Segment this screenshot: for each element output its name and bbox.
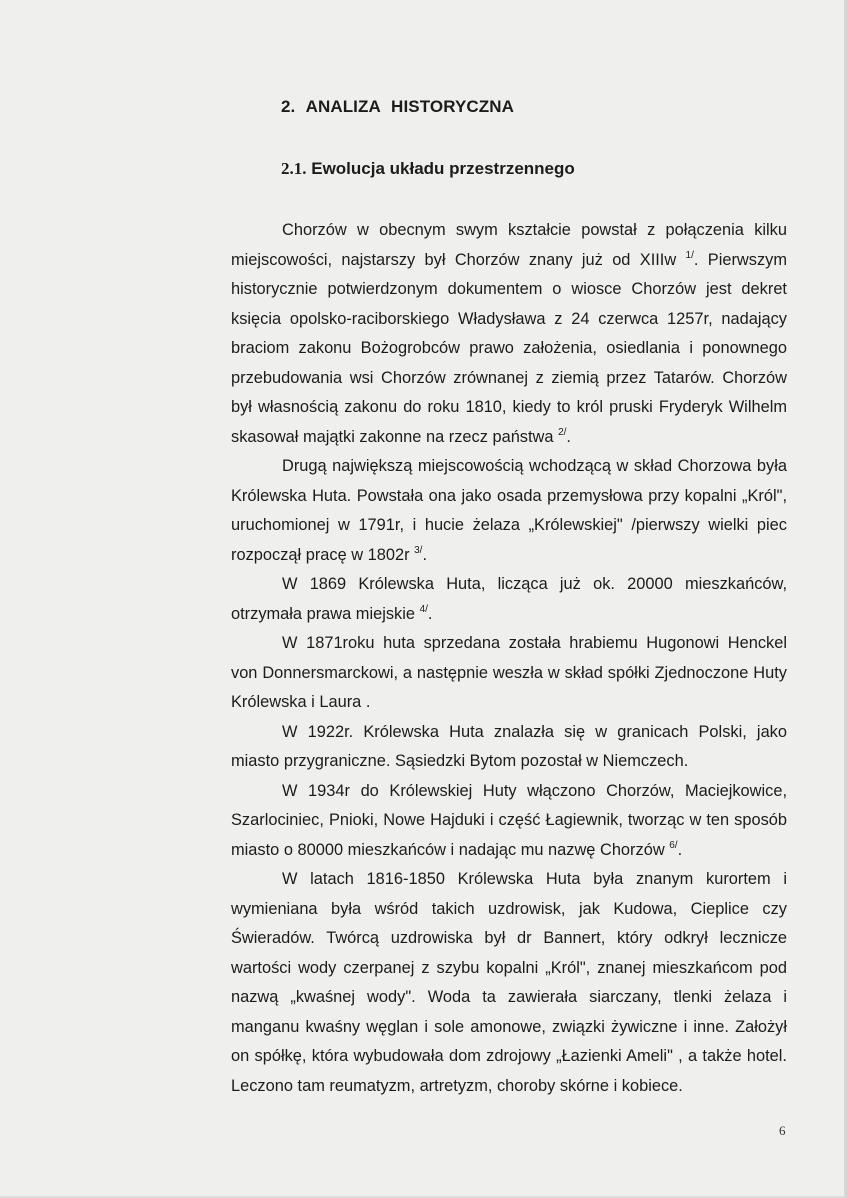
paragraph-text: .: [427, 604, 433, 623]
footnote-ref: 6/: [669, 839, 678, 851]
body-text: [231, 216, 787, 1101]
footnote-ref: 4/: [419, 603, 428, 615]
paragraph-text: Chorzów w obecnym swym kształcie powstał z połączenia kilku miejscowości, najstarszy był Chorzów znany już od XIIIw: [231, 221, 787, 269]
paragraph-text: Drugą największą miejscowością wchodzącą w skład Chorzowa była Królewska Huta. Powstała ona jako osada przemysłowa przy kopalni „Król", uruchomionej w 1791r, i hucie żelaza „Królewskiej" /pierwszy wielki piec rozpoczął pracę w 1802r: [231, 457, 787, 564]
footnote-ref: 2/: [558, 426, 567, 438]
paragraph-text: W 1922r. Królewska Huta znalazła się w granicach Polski, jako miasto przygraniczne. Sąsiedzki Bytom pozostał w Niemczech.: [231, 722, 787, 770]
paragraph: [231, 570, 787, 629]
paragraph-text: .: [677, 840, 683, 859]
paragraph: [231, 718, 787, 777]
paragraph-text: W latach 1816-1850 Królewska Huta była znanym kurortem i wymieniana była wśród takich uzdrowisk, jak Kudowa, Cieplice czy Świeradów. Twórcą uzdrowiska był dr Bannert, który odkrył lecznicze wartości wody czerpanej z szybu kopalni „Król", znanej mieszkańcom pod nazwą „kwaśnej wody". Woda ta zawierała siarczany, tlenki żelaza i manganu kwaśny węglan i sole amonowe, związki żywiczne i inne. Założył on spółkę, która wybudowała dom zdrojowy „Łazienki Ameli" , a także hotel. Leczono tam reumatyzm, artretyzm, choroby skórne i kobiece.: [231, 870, 787, 1095]
section-heading: [281, 159, 575, 179]
paragraph-text: W 1869 Królewska Huta, licząca już ok. 20000 mieszkańców, otrzymała prawa miejskie: [231, 575, 787, 623]
paragraph-text: W 1871roku huta sprzedana została hrabiemu Hugonowi Henckel von Donnersmarckowi, a następnie weszła w skład spółki Zjednoczone Huty Królewska i Laura .: [231, 634, 787, 711]
paragraph: [231, 777, 787, 866]
footnote-ref: 1/: [685, 249, 694, 261]
section-title: Ewolucja układu przestrzennego: [311, 159, 575, 178]
paragraph-text: W 1934r do Królewskiej Huty włączono Chorzów, Maciejkowice, Szarlociniec, Pnioki, Nowe Hajduki i część Łagiewnik, tworząc w ten sposób miasto o 80000 mieszkańców i nadając mu nazwę Chorzów: [231, 781, 787, 859]
paragraph: [231, 865, 787, 1101]
page-number: 6: [779, 1123, 786, 1138]
paragraph-text: .: [422, 545, 428, 564]
footnote-ref: 3/: [414, 544, 423, 556]
section-number: 2.1.: [281, 159, 307, 178]
paragraph-text: .: [566, 427, 571, 446]
chapter-heading: 2. ANALIZA HISTORYCZNA: [281, 97, 515, 116]
paragraph-text: . Pierwszym historycznie potwierdzonym dokumentem o wiosce Chorzów jest dekret księcia opolsko-raciborskiego Władysława z 24 czerwca 1257r, nadający braciom zakonu Bożogrobców prawo założenia, osiedlania i ponownego przebudowania wsi Chorzów zrównanej z ziemią przez Tatarów. Chorzów był własnością zakonu do roku 1810, kiedy to król pruski Fryderyk Wilhelm skasował majątki zakonne na rzecz państwa: [231, 250, 787, 446]
paragraph: [231, 629, 787, 718]
paragraph: [231, 452, 787, 570]
paragraph: [231, 216, 787, 452]
